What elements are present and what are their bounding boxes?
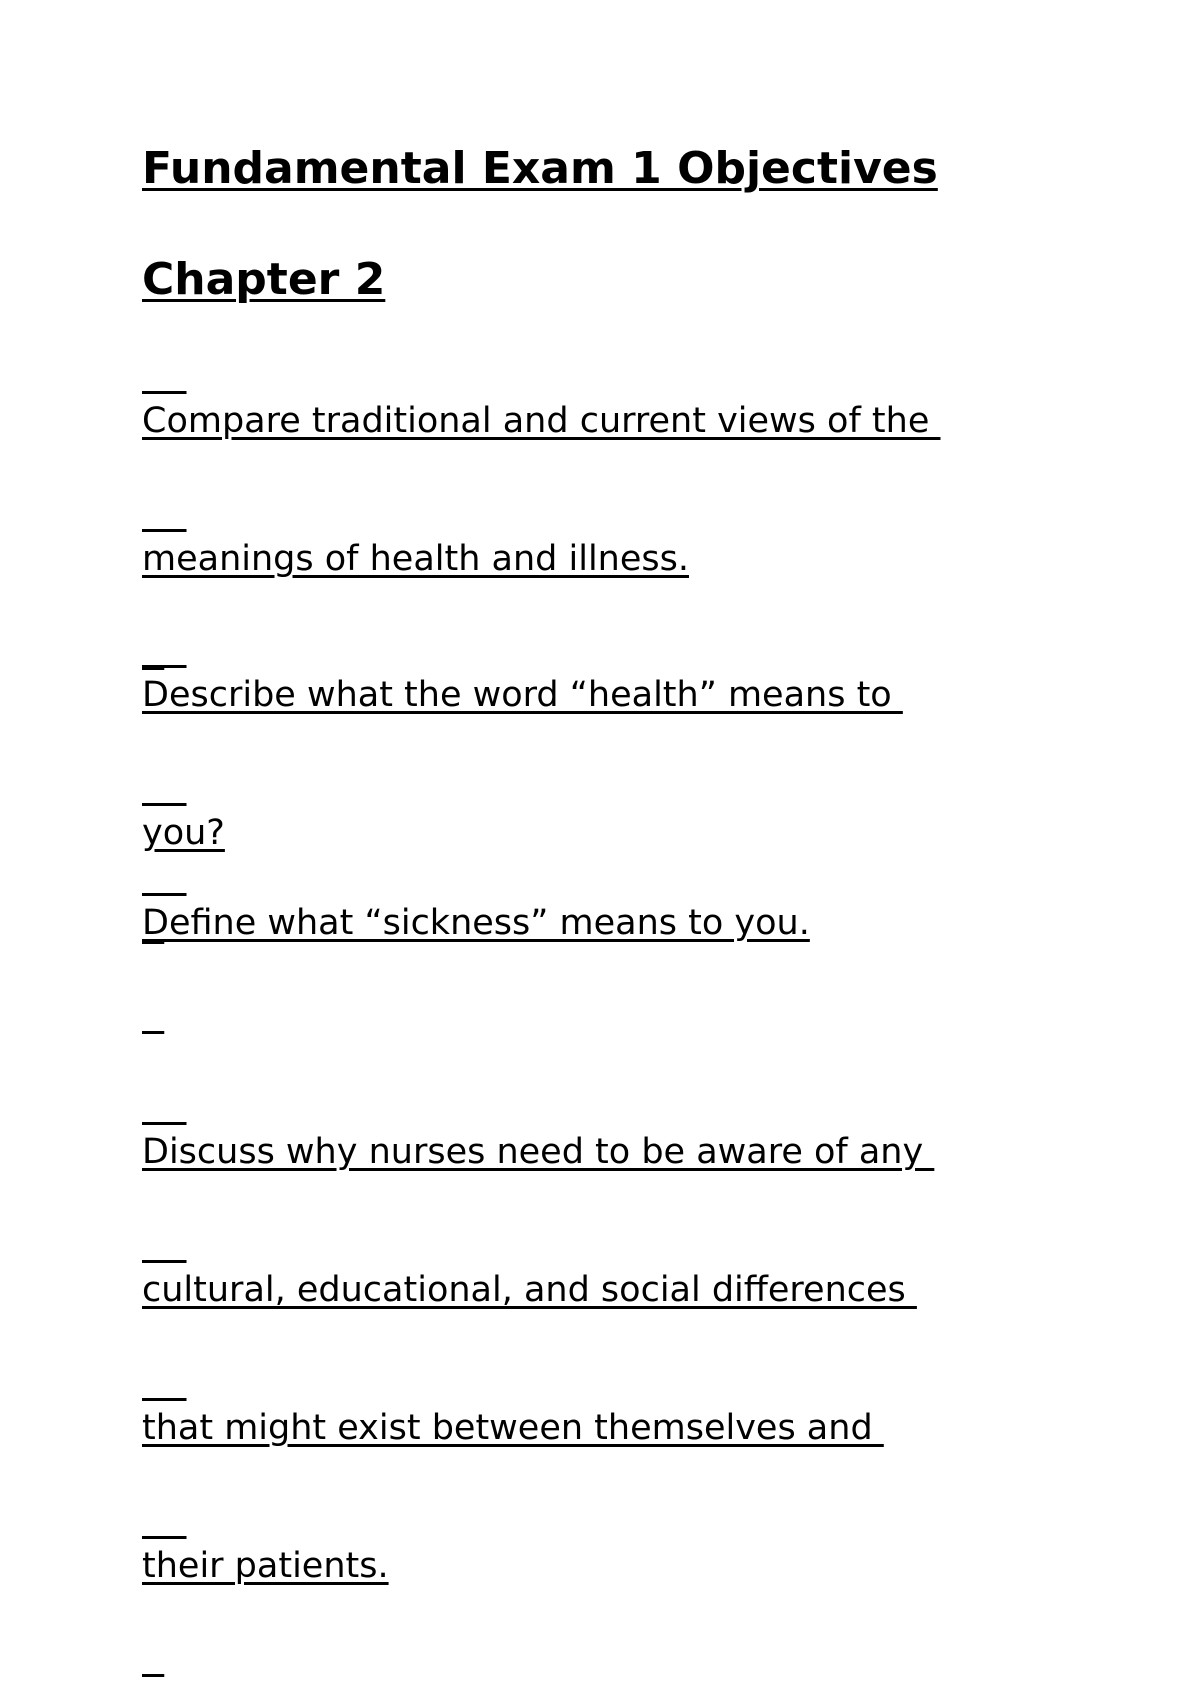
objective-line: Define what “sickness” means to you.	[142, 903, 810, 943]
objective-define-sickness	[142, 808, 810, 1038]
objective-line: you?	[142, 813, 225, 853]
objective-line: cultural, educational, and social differences	[142, 1270, 917, 1310]
objective-discuss-differences	[142, 1037, 934, 1681]
objective-line: Discuss why nurses need to be aware of any	[142, 1132, 935, 1172]
objective-line: that might exist between themselves and	[142, 1408, 884, 1448]
document-title: Fundamental Exam 1 Objectives	[142, 143, 938, 194]
objective-line: meanings of health and illness.	[142, 539, 689, 579]
chapter-heading: Chapter 2	[142, 254, 386, 305]
objective-line: Describe what the word “health” means to	[142, 675, 903, 715]
objective-line: Compare traditional and current views of the	[142, 401, 941, 441]
objective-line: their patients.	[142, 1546, 389, 1586]
